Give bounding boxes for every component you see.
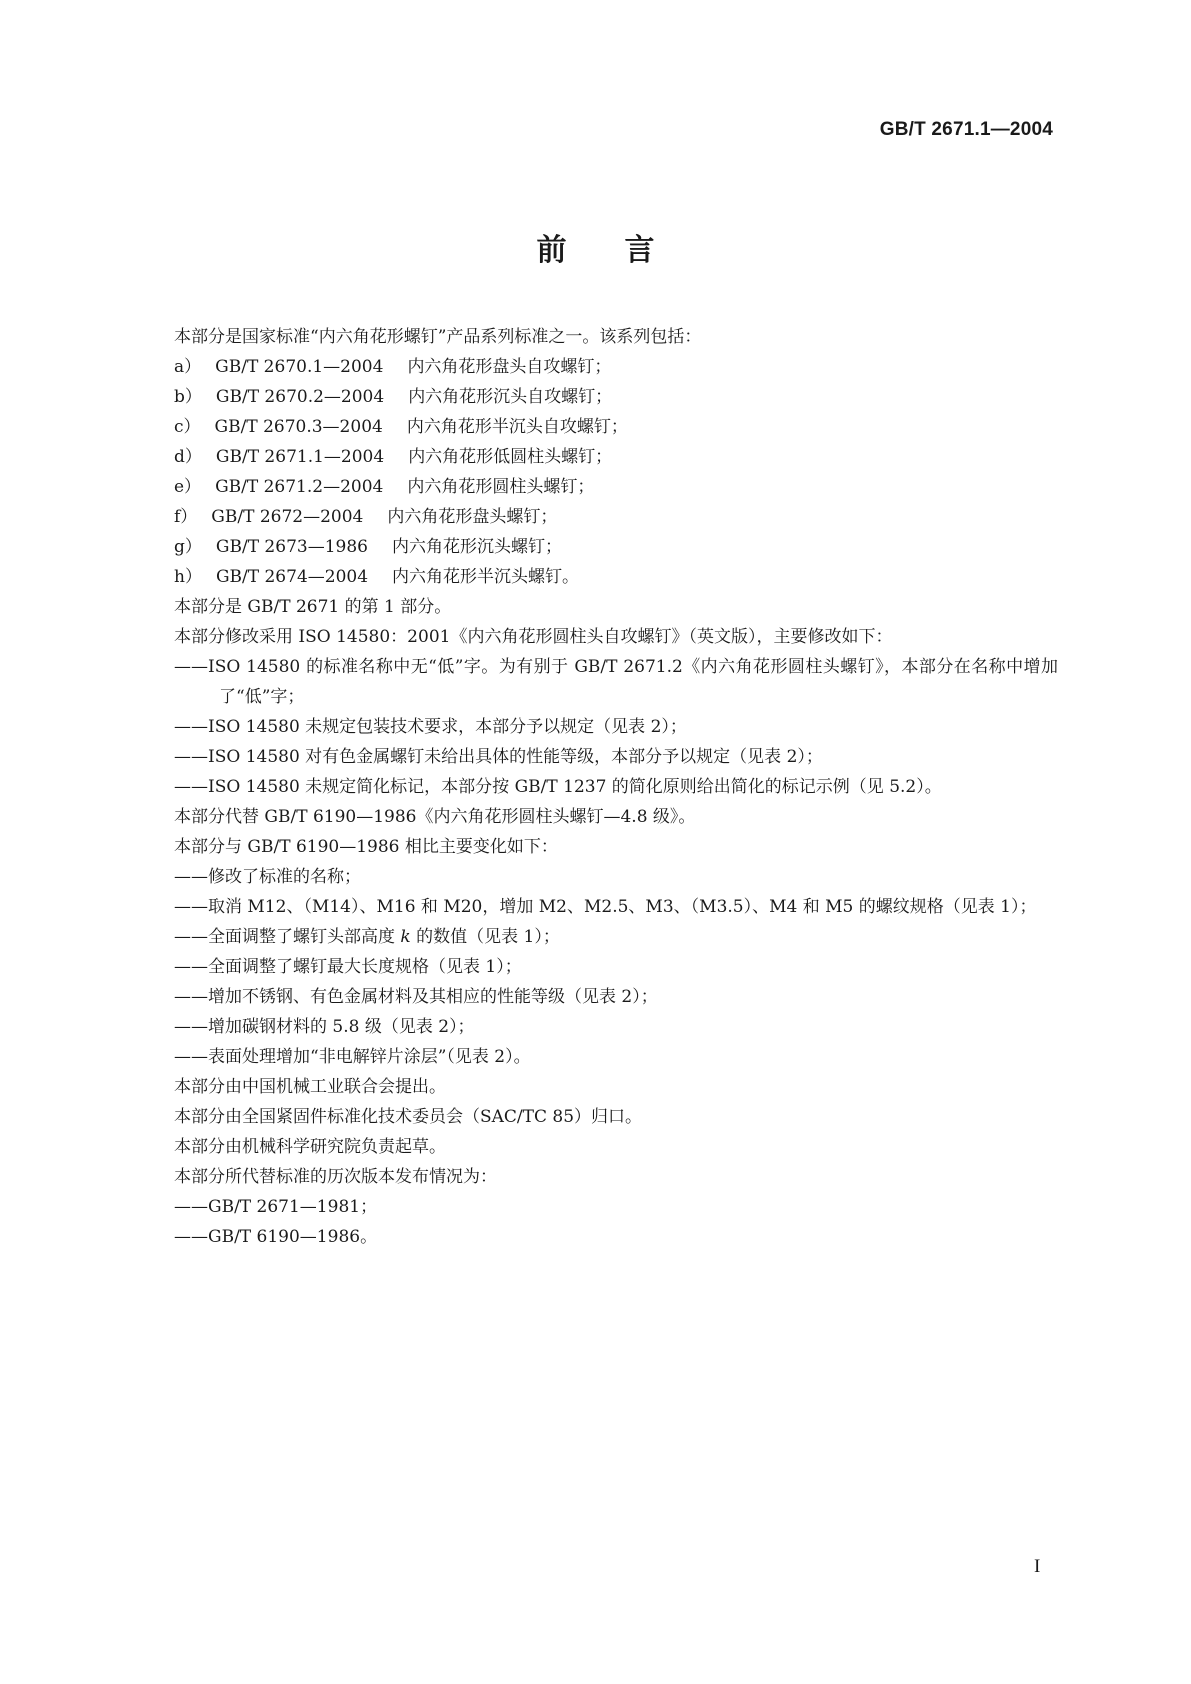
list-marker: g） bbox=[174, 537, 202, 557]
main-changes-list bbox=[174, 862, 1058, 1072]
main-change-item: ——全面调整了螺钉最大长度规格（见表 1）； bbox=[174, 957, 522, 977]
series-list-item bbox=[174, 562, 1058, 592]
list-marker: d） bbox=[174, 447, 202, 467]
comparison-intro: 本部分与 GB/T 6190—1986 相比主要变化如下： bbox=[174, 837, 558, 857]
history-list bbox=[174, 1192, 1058, 1252]
standard-code-header: GB/T 2671.1—2004 bbox=[879, 119, 1053, 140]
standard-name: 内六角花形沉头自攻螺钉； bbox=[408, 387, 613, 407]
foreword-body bbox=[174, 322, 1058, 1252]
standard-code: GB/T 2673—1986 bbox=[215, 537, 368, 557]
standard-code: GB/T 2672—2004 bbox=[211, 507, 364, 527]
series-list-item bbox=[174, 352, 1058, 382]
history-intro: 本部分所代替标准的历次版本发布情况为： bbox=[174, 1167, 497, 1187]
iso-change-item: ——ISO 14580 对有色金属螺钉未给出具体的性能等级，本部分予以规定（见表 2）； bbox=[174, 747, 823, 767]
series-list-item bbox=[174, 532, 1058, 562]
change-text: 的数值（见表 1）； bbox=[410, 927, 560, 947]
iso-change-item: ——ISO 14580 未规定包装技术要求，本部分予以规定（见表 2）； bbox=[174, 717, 687, 737]
standard-name: 内六角花形盘头螺钉； bbox=[387, 507, 558, 527]
standard-code: GB/T 2670.3—2004 bbox=[214, 417, 383, 437]
list-marker: h） bbox=[174, 567, 202, 587]
standard-name: 内六角花形盘头自攻螺钉； bbox=[407, 357, 612, 377]
history-item: ——GB/T 6190—1986。 bbox=[174, 1227, 378, 1247]
list-marker: b） bbox=[174, 387, 202, 407]
main-change-item: ——取消 M12、（M14）、M16 和 M20，增加 M2、M2.5、M3、（M3.5）、M4 和 M5 的螺纹规格（见表 1）； bbox=[174, 897, 1037, 917]
series-list-item bbox=[174, 442, 1058, 472]
part-statement: 本部分是 GB/T 2671 的第 1 部分。 bbox=[174, 597, 452, 617]
centralized-by: 本部分由全国紧固件标准化技术委员会（SAC/TC 85）归口。 bbox=[174, 1107, 643, 1127]
list-marker: e） bbox=[174, 477, 202, 497]
main-change-item bbox=[174, 922, 1058, 952]
iso-changes-list bbox=[174, 652, 1058, 802]
iso-change-item: ——ISO 14580 未规定简化标记，本部分按 GB/T 1237 的简化原则给出简化的标记示例（见 5.2）。 bbox=[174, 777, 942, 797]
page-number: I bbox=[1034, 1556, 1041, 1577]
series-list-item bbox=[174, 502, 1058, 532]
replaces-statement: 本部分代替 GB/T 6190—1986《内六角花形圆柱头螺钉—4.8 级》。 bbox=[174, 807, 696, 827]
standard-code: GB/T 2670.2—2004 bbox=[215, 387, 385, 407]
variable-k: k bbox=[400, 927, 411, 947]
iso-change-item: ——ISO 14580 的标准名称中无“低”字。为有别于 GB/T 2671.2《内六角花形圆柱头螺钉》，本部分在名称中增加了“低”字； bbox=[174, 657, 1058, 707]
standard-name: 内六角花形沉头螺钉； bbox=[391, 537, 562, 557]
list-marker: c） bbox=[174, 417, 201, 437]
drafted-by: 本部分由机械科学研究院负责起草。 bbox=[174, 1137, 446, 1157]
series-list-item bbox=[174, 472, 1058, 502]
adoption-statement: 本部分修改采用 ISO 14580：2001《内六角花形圆柱头自攻螺钉》（英文版），主要修改如下： bbox=[174, 627, 893, 647]
main-change-item: ——表面处理增加“非电解锌片涂层”（见表 2）。 bbox=[174, 1047, 531, 1067]
list-marker: f） bbox=[174, 507, 198, 527]
standard-code: GB/T 2671.2—2004 bbox=[215, 477, 384, 497]
standard-name: 内六角花形半沉头螺钉。 bbox=[392, 567, 580, 587]
main-change-item: ——修改了标准的名称； bbox=[174, 867, 361, 887]
standard-name: 内六角花形低圆柱头螺钉； bbox=[408, 447, 613, 467]
main-change-item: ——增加不锈钢、有色金属材料及其相应的性能等级（见表 2）； bbox=[174, 987, 658, 1007]
history-item: ——GB/T 2671—1981； bbox=[174, 1197, 378, 1217]
intro-paragraph: 本部分是国家标准“内六角花形螺钉”产品系列标准之一。该系列包括： bbox=[174, 327, 702, 347]
standard-code: GB/T 2671.1—2004 bbox=[215, 447, 385, 467]
main-change-item: ——增加碳钢材料的 5.8 级（见表 2）； bbox=[174, 1017, 475, 1037]
page-title: 前言 bbox=[536, 233, 713, 268]
standard-code: GB/T 2674—2004 bbox=[215, 567, 369, 587]
standard-name: 内六角花形半沉头自攻螺钉； bbox=[406, 417, 628, 437]
proposed-by: 本部分由中国机械工业联合会提出。 bbox=[174, 1077, 446, 1097]
standard-code: GB/T 2670.1—2004 bbox=[215, 357, 384, 377]
series-list bbox=[174, 352, 1058, 592]
change-text: ——全面调整了螺钉头部高度 bbox=[174, 927, 401, 947]
list-marker: a） bbox=[174, 357, 202, 377]
standard-name: 内六角花形圆柱头螺钉； bbox=[407, 477, 595, 497]
series-list-item bbox=[174, 412, 1058, 442]
series-list-item bbox=[174, 382, 1058, 412]
